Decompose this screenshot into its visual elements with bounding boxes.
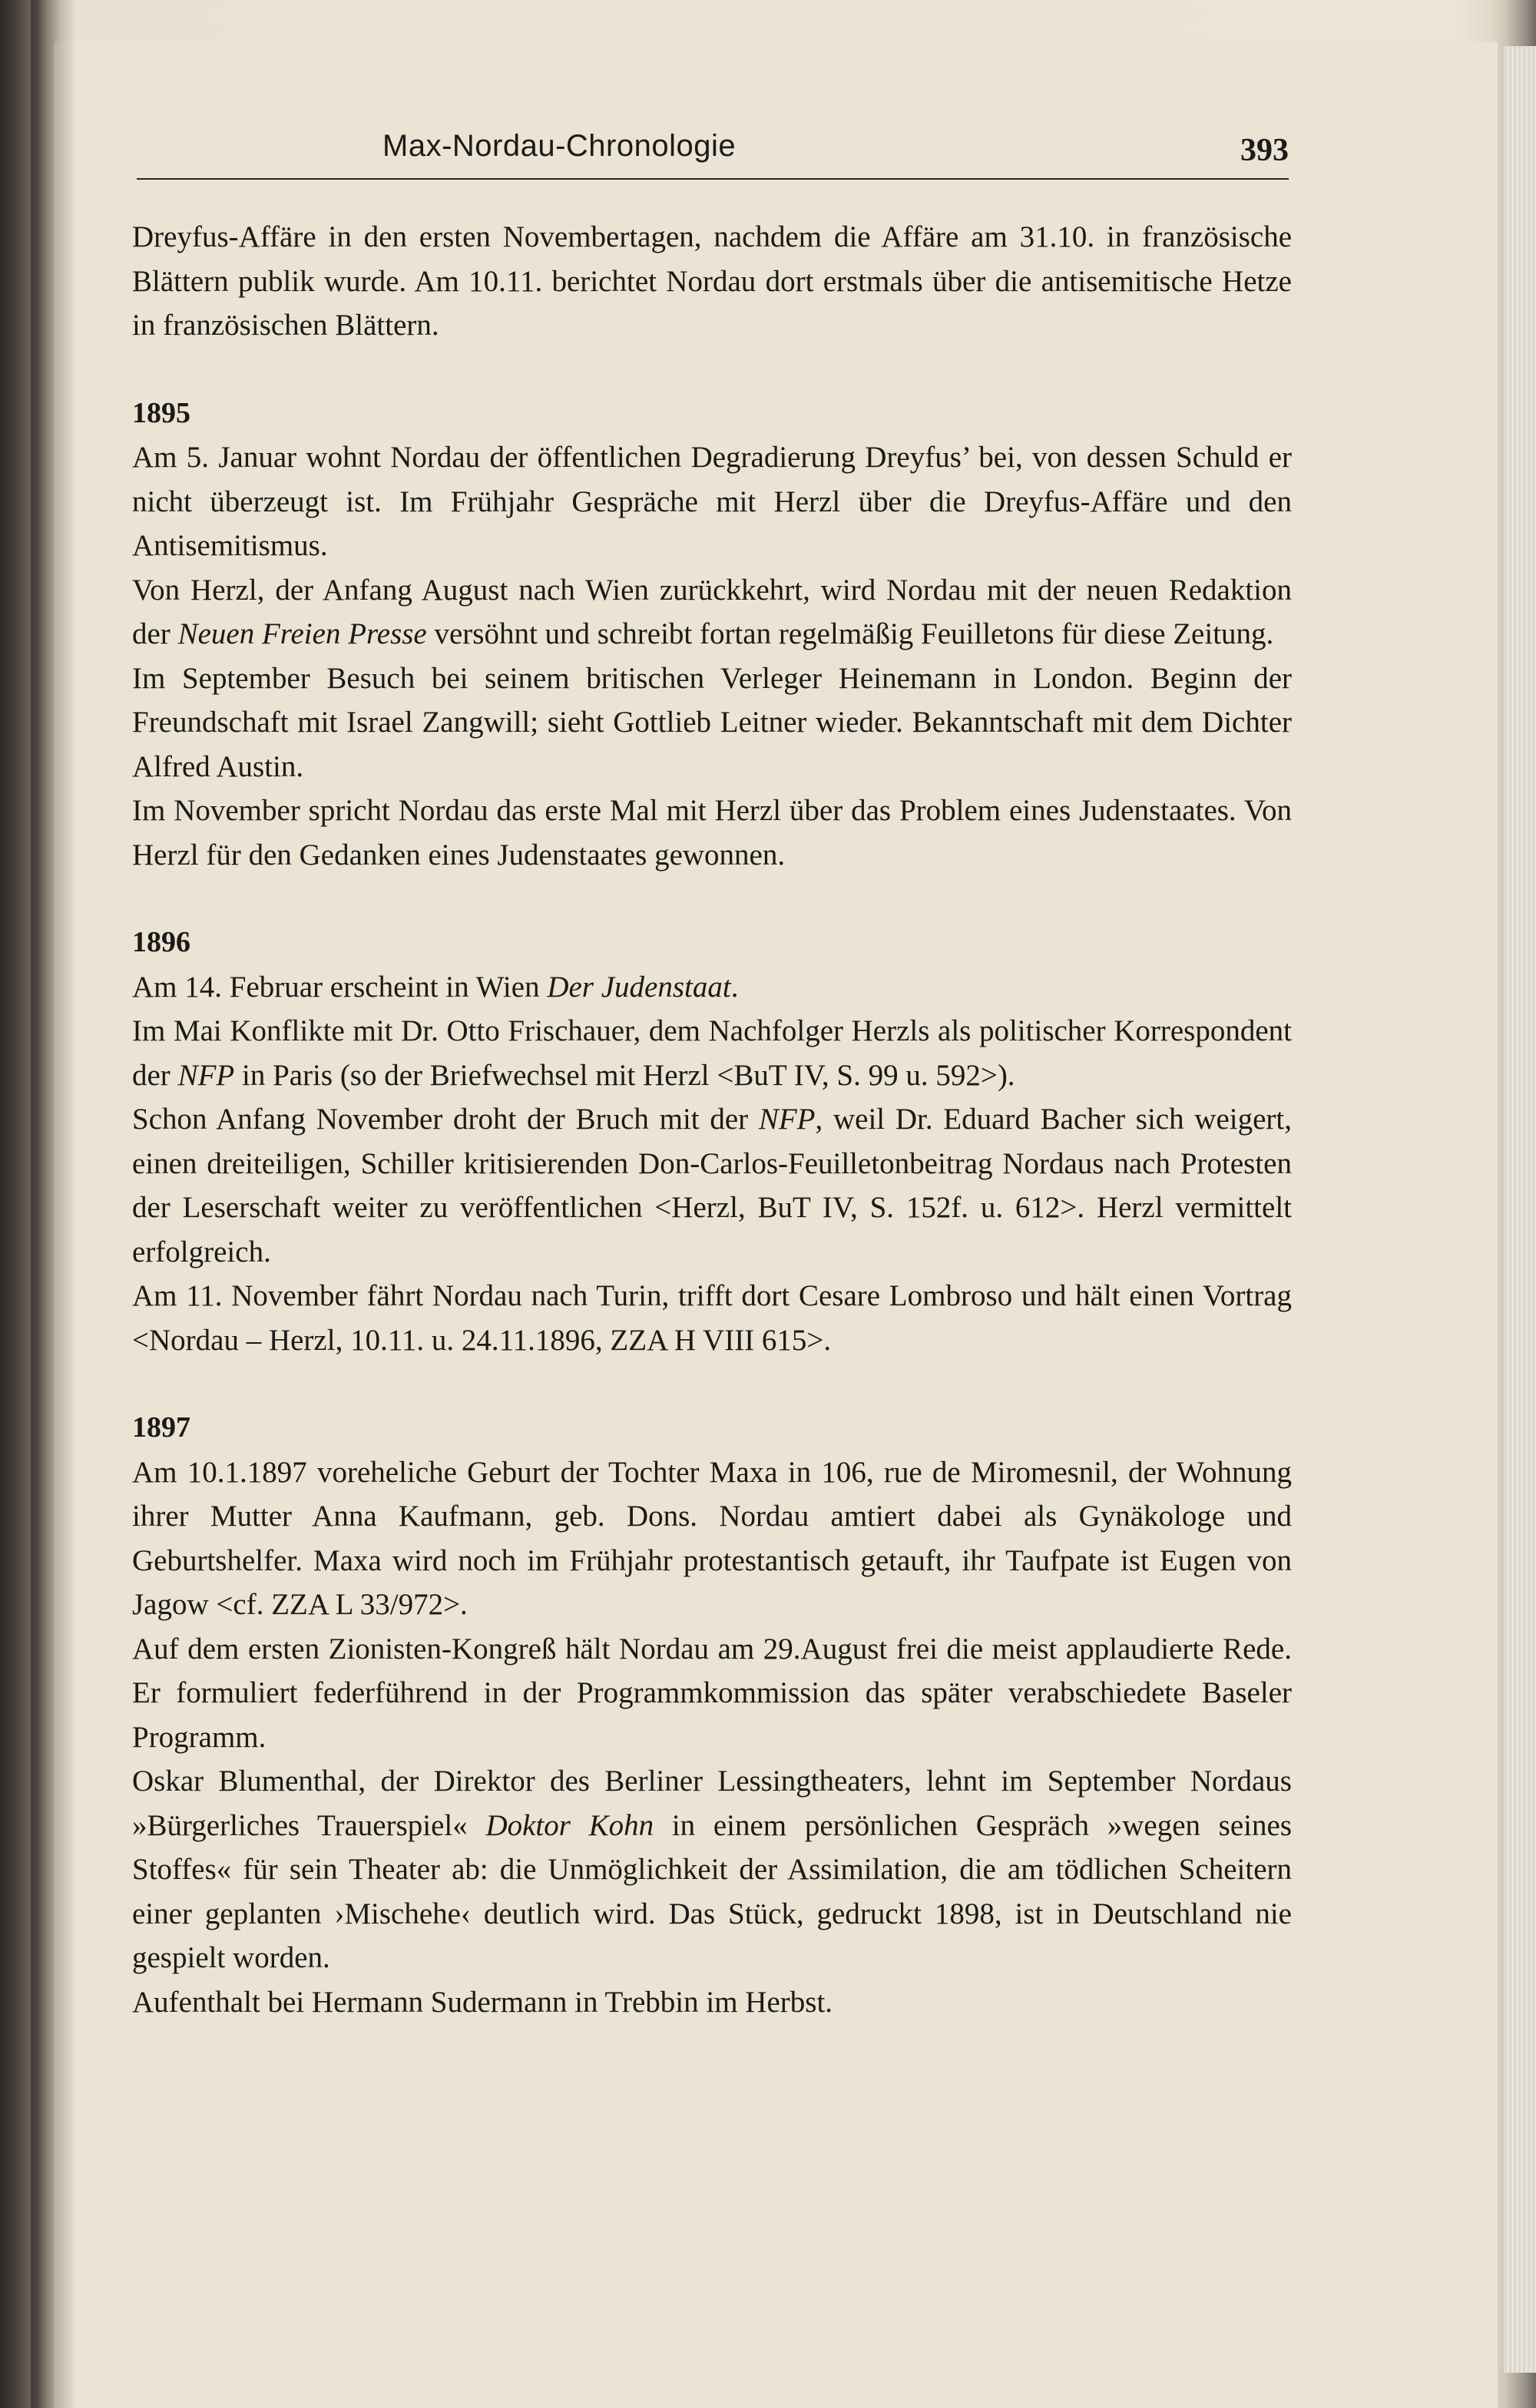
paragraph: Am 11. November fährt Nordau nach Turin, trifft dort Cesare Lombroso und hält einen Vortrag <Nordau – Herzl, 10.11. u. 24.11.1896, ZZA H VIII 615>. bbox=[132, 1279, 1292, 1357]
paragraph bbox=[132, 1759, 1292, 1980]
year-heading-1896: 1896 bbox=[132, 926, 190, 958]
text-run: Im Mai Konflikte mit Dr. Otto Frischauer, dem Nachfolger Herzls als politischer Korrespondent der bbox=[132, 1014, 1292, 1092]
paragraph: Im September Besuch bei seinem britischen Verleger Heinemann in London. Beginn der Freundschaft mit Israel Zangwill; sieht Gottlieb Leitner wieder. Bekanntschaft mit dem Dichter Alfred Austin. bbox=[132, 661, 1292, 783]
page-edges bbox=[1504, 46, 1536, 2373]
paragraph bbox=[132, 965, 1292, 1010]
italic-title: Der Judenstaat bbox=[547, 970, 731, 1004]
text-run: , weil Dr. Eduard Bacher sich weigert, einen dreiteiligen, Schiller kritisierenden Don-Carlos-Feuilletonbeitrag Nordaus nach Protesten der Leserschaft weiter zu veröffentlichen <Herzl, BuT IV, S. 152f. u. 612>. Herzl vermittelt erfolgreich. bbox=[132, 1103, 1292, 1268]
year-heading-1897: 1897 bbox=[132, 1411, 190, 1444]
italic-title: NFP bbox=[758, 1103, 816, 1136]
paragraph: Aufenthalt bei Hermann Sudermann in Trebbin im Herbst. bbox=[132, 1985, 833, 2019]
running-head-title: Max-Nordau-Chronologie bbox=[382, 129, 737, 163]
chronology-text bbox=[132, 215, 1292, 2024]
paragraph bbox=[132, 1009, 1292, 1097]
paragraph: Im November spricht Nordau das erste Mal mit Herzl über das Problem eines Judenstaates. Von Herzl für den Gedanken eines Judenstaates gewonnen. bbox=[132, 794, 1292, 872]
text-run: Schon Anfang November droht der Bruch mit der bbox=[132, 1103, 759, 1136]
italic-title: Neuen Freien Presse bbox=[177, 617, 427, 650]
paragraph bbox=[132, 568, 1292, 657]
text-run: versöhnt und schreibt fortan regelmäßig Feuilletons für diese Zeitung. bbox=[426, 617, 1274, 650]
text-run: in einem persönlichen Gespräch »wegen seines Stoffes« für sein Theater ab: die Unmöglichkeit der Assimilation, die am tödlichen Scheitern einer geplanten ›Mischehe‹ deutlich wird. Das Stück, gedruckt 1898, ist in Deutschland nie gespielt worden. bbox=[132, 1808, 1292, 1974]
paragraph bbox=[132, 1097, 1292, 1274]
text-run: Oskar Blumenthal, der Direktor des Berliner Lessingtheaters, lehnt im September Nordaus »Bürgerliches Trauerspiel« bbox=[132, 1765, 1292, 1842]
paragraph: Auf dem ersten Zionisten-Kongreß hält Nordau am 29.August frei die meist applaudierte Rede. Er formuliert federführend in der Programmkommission das später verabschiedete Baseler Programm. bbox=[132, 1632, 1292, 1754]
paragraph: Am 5. Januar wohnt Nordau der öffentlichen Degradierung Dreyfus’ bei, von dessen Schuld er nicht überzeugt ist. Im Frühjahr Gespräche mit Herzl über die Dreyfus-Affäre und den Antisemitismus. bbox=[132, 441, 1292, 562]
text-run: in Paris (so der Briefwechsel mit Herzl <BuT IV, S. 99 u. 592>). bbox=[234, 1058, 1015, 1092]
italic-title: NFP bbox=[177, 1058, 235, 1092]
text-run: Von Herzl, der Anfang August nach Wien zurückkehrt, wird Nordau mit der neuen Redaktion der bbox=[132, 573, 1292, 650]
italic-title: Doktor Kohn bbox=[485, 1808, 654, 1842]
text-run: . bbox=[730, 970, 739, 1004]
text-run: Am 14. Februar erscheint in Wien bbox=[132, 970, 548, 1004]
page-number: 393 bbox=[1240, 133, 1289, 168]
paragraph: Dreyfus-Affäre in den ersten Novembertagen, nachdem die Affäre am 31.10. in französische Blättern publik wurde. Am 10.11. berichtet Nordau dort erstmals über die antisemitische Hetze in französischen Blättern. bbox=[132, 220, 1292, 342]
book-spine-shadow bbox=[31, 0, 77, 2408]
running-head bbox=[137, 121, 1289, 183]
header-rule bbox=[137, 178, 1289, 180]
year-heading-1895: 1895 bbox=[132, 396, 190, 429]
paragraph: Am 10.1.1897 voreheliche Geburt der Tochter Maxa in 106, rue de Miromesnil, der Wohnung ihrer Mutter Anna Kaufmann, geb. Dons. Nordau amtiert dabei als Gynäkologe und Geburtshelfer. Maxa wird noch im Frühjahr protestantisch getauft, ihr Taufpate ist Eugen von Jagow <cf. ZZA L 33/972>. bbox=[132, 1455, 1292, 1621]
